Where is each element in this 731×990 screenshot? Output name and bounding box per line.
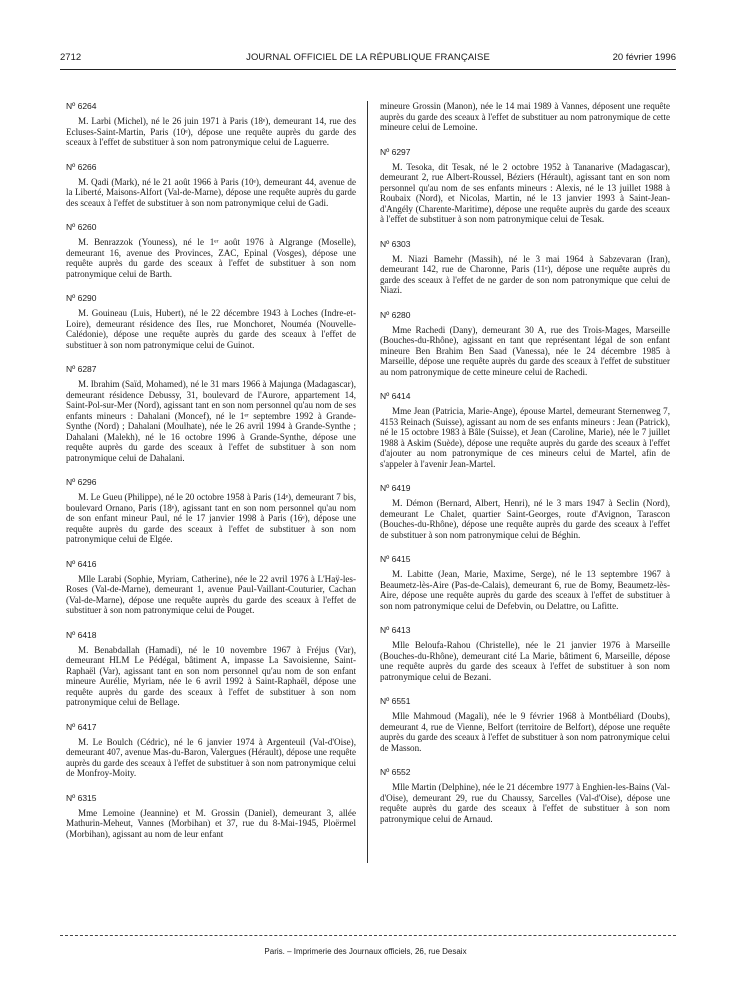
notice-entry — [380, 483, 670, 540]
notice-number: Nº 6315 — [66, 792, 97, 803]
notice-number: Nº 6413 — [380, 625, 411, 635]
notice-entry — [380, 391, 670, 469]
page-header — [60, 52, 676, 66]
notice-entry — [66, 793, 356, 840]
notice-text: M. Ibrahim (Saïd, Mohamed), né le 31 mars 1966 à Majunga (Madagascar), demeurant résidence Debussy, 31, boulevard de l'Aurore, appartement 14, Saint-Pol-sur-Mer (Nord), agissant tant en son nom personnel qu'au nom de ses enfants mineurs : Dahalani (Moncef), né le 1ᵉʳ septembre 1992 à Grande-Synthe (Nord) ; Dahalani (Moulhate), née le 26 avril 1994 à Grande-Synthe ; Dahalani (Malekh), né le 16 octobre 1996 à Grande-Synthe, dépose une requête auprès du garde des sceaux à l'effet de substituer à son nom patronymique celui de Dahalani. — [66, 379, 356, 463]
notice-text: Mme Jean (Patricia, Marie-Ange), épouse Martel, demeurant Sternenweg 7, 4153 Reinach (Suisse), agissant au nom de ses enfants mineurs : Jean (Patrick), né le 15 octobre 1983 à Bâle (Suisse), et Jean (Caroline, Marie), née le 7 juillet 1988 à Askim (Suède), dépose une requête auprès du garde des sceaux à l'effet d'ajouter au nom patronymique de ces mineurs celui de Martel, afin de s'appeler à l'avenir Jean-Martel. — [380, 406, 670, 469]
notice-entry — [380, 554, 670, 611]
notice-number: Nº 6264 — [66, 101, 97, 111]
page-number: 2712 — [60, 52, 82, 63]
notice-text: M. Le Boulch (Cédric), né le 6 janvier 1974 à Argenteuil (Val-d'Oise), demeurant 407, avenue Mas-du-Baron, Valergues (Hérault), dépose une requête auprès du garde des sceaux à l'effet de substituer à son nom patronymique celui de Monfroy-Moity. — [66, 736, 356, 778]
notice-entry — [66, 101, 356, 148]
notice-number: Nº 6418 — [66, 629, 97, 640]
notice-number: Nº 6287 — [66, 364, 97, 374]
notice-number: Nº 6552 — [380, 767, 411, 777]
journal-title: JOURNAL OFFICIEL DE LA RÉPUBLIQUE FRANÇAISE — [246, 52, 490, 63]
notice-text: M. Tesoka, dit Tesak, né le 2 octobre 1952 à Tananarive (Madagascar), demeurant 2, rue Albert-Roussel, Béziers (Hérault), agissant tant en son nom personnel qu'au nom de ses enfants mineurs : Alexis, né le 13 juillet 1988 à Roubaix (Nord), et Nicolas, Martin, né le 13 janvier 1993 à Saint-Jean-d'Angély (Charente-Maritime), dépose une requête auprès du garde des sceaux à l'effet de substituer à son nom patronymique celui de Tesak. — [380, 161, 670, 224]
notice-text: M. Niazi Bamehr (Massih), né le 3 mai 1964 à Sabzevaran (Iran), demeurant 142, rue de Charonne, Paris (11ᵉ), dépose une requête auprès du garde des sceaux à l'effet de ne garder de son nom patronymique que celui de Niazi. — [380, 253, 670, 295]
notice-number: Nº 6260 — [66, 222, 97, 232]
left-column — [66, 101, 356, 853]
notice-entry — [380, 147, 670, 225]
notice-number: Nº 6551 — [380, 696, 411, 706]
notice-text: M. Larbi (Michel), né le 26 juin 1971 à Paris (18ᵉ), demeurant 14, rue des Ecluses-Saint-Martin, Paris (10ᵉ), dépose une requête auprès du garde des sceaux à l'effet de substituer à son nom patronymique celui de Laguerre. — [66, 116, 356, 147]
notice-number: Nº 6416 — [66, 558, 97, 569]
notice-number: Nº 6266 — [66, 161, 97, 172]
notice-text: Mlle Larabi (Sophie, Myriam, Catherine), née le 22 avril 1976 à L'Haÿ-les-Roses (Val-de-Marne), demeurant 1, avenue Paul-Vaillant-Couturier, Cachan (Val-de-Marne), dépose une requête auprès du garde des sceaux à l'effet de substituer à son nom patronymique celui de Pouget. — [66, 573, 356, 615]
notice-entry — [66, 293, 356, 350]
notice-entry — [66, 477, 356, 545]
notice-text: M. Le Gueu (Philippe), né le 20 octobre 1958 à Paris (14ᵉ), demeurant 7 bis, boulevard Ornano, Paris (18ᵉ), agissant tant en son nom personnel qu'au nom de son enfant mineur Paul, né le 17 janvier 1998 à Paris (16ᵉ), dépose une requête auprès du garde des sceaux à l'effet de substituer à son nom patronymique celui de Elgée. — [66, 492, 356, 544]
notice-text: M. Benabdallah (Hamadi), né le 10 novembre 1967 à Fréjus (Var), demeurant HLM Le Pédégal, bâtiment A, impasse La Savoisienne, Saint-Raphaël (Var), agissant tant en son nom personnel qu'au nom de son enfant mineure Aurélie, Myriam, née le 6 avril 1992 à Saint-Raphaël, dépose une requête auprès du garde des sceaux à l'effet de substituer à son nom patronymique celui de Bellage. — [66, 644, 356, 707]
notice-number: Nº 6419 — [380, 483, 411, 493]
right-column — [380, 101, 670, 838]
notice-entry — [66, 222, 356, 279]
notice-entry — [66, 722, 356, 779]
notice-text: M. Démon (Bernard, Albert, Henri), né le 3 mars 1947 à Seclin (Nord), demeurant Le Chalet, quartier Saint-Georges, route d'Avignon, Tarascon (Bouches-du-Rhône), dépose une requête auprès du garde des sceaux à l'effet de substituer à son nom patronymique celui de Béghin. — [380, 498, 670, 540]
notice-number: Nº 6290 — [66, 293, 97, 303]
notice-entry — [66, 559, 356, 616]
header-divider — [60, 69, 676, 70]
notice-text: M. Benrazzok (Youness), né le 1ᵉʳ août 1976 à Algrange (Moselle), demeurant 16, avenue des Provinces, ZAC, Epinal (Vosges), dépose une requête auprès du garde des sceaux à l'effet de substituer à son nom patronymique celui de Barth. — [66, 237, 356, 279]
notice-text: Mlle Beloufa-Rahou (Christelle), née le 21 janvier 1976 à Marseille (Bouches-du-Rhône), demeurant cité La Marie, bâtiment 6, Marseille, dépose une requête auprès du garde des sceaux à l'effet de substituer à son nom patronymique celui de Bezani. — [380, 640, 670, 682]
notice-text: M. Qadi (Mark), né le 21 août 1966 à Paris (10ᵉ), demeurant 44, avenue de la Liberté, Maisons-Alfort (Val-de-Marne), dépose une requête auprès du garde des sceaux à l'effet de substituer à son nom patronymique celui de Gadi. — [66, 176, 356, 208]
notice-entry — [380, 239, 670, 296]
column-divider — [367, 101, 368, 863]
notice-entry — [380, 101, 670, 133]
notice-entry — [66, 364, 356, 463]
notice-entry — [380, 625, 670, 682]
notice-number: Nº 6415 — [380, 554, 411, 564]
footer-divider — [60, 935, 676, 936]
notice-entry — [66, 630, 356, 708]
notice-entry — [380, 310, 670, 378]
notice-number: Nº 6296 — [66, 477, 97, 487]
notice-text: Mlle Martin (Delphine), née le 21 décembre 1977 à Enghien-les-Bains (Val-d'Oise), demeurant 29, rue du Chaussy, Sarcelles (Val-d'Oise), dépose une requête auprès du garde des sceaux à l'effet de substituer à son nom patronymique celui de Arnaud. — [380, 782, 670, 824]
notice-number: Nº 6417 — [66, 721, 97, 732]
notice-entry — [380, 696, 670, 753]
notice-text: Mme Rachedi (Dany), demeurant 30 A, rue des Trois-Mages, Marseille (Bouches-du-Rhône), agissant en tant que représentant légal de son enfant mineure Ben Brahim Ben Saad (Vanessa), née le 24 décembre 1985 à Marseille, dépose une requête auprès du garde des sceaux à l'effet de substituer au nom patronymique de cette mineure celui de Rachedi. — [380, 324, 670, 377]
notice-number: Nº 6303 — [380, 238, 411, 249]
notice-text: M. Gouineau (Luis, Hubert), né le 22 décembre 1943 à Loches (Indre-et-Loire), demeurant résidence des Iles, rue Monchoret, Nouméa (Nouvelle-Calédonie), dépose une requête auprès du garde des sceaux à l'effet de substituer à son nom patronymique celui de Guinot. — [66, 308, 356, 350]
notice-text: M. Labitte (Jean, Marie, Maxime, Serge), né le 13 septembre 1967 à Beaumetz-lès-Aire (Pas-de-Calais), demeurant 6, rue de Bomy, Beaumetz-lès-Aire, dépose une requête auprès du garde des sceaux à l'effet de substituer à son nom patronymique celui de Defebvin, ou Delattre, ou Lafitte. — [380, 569, 670, 611]
notice-number: Nº 6280 — [380, 309, 411, 320]
notice-entry — [380, 767, 670, 824]
notice-number: Nº 6297 — [380, 146, 411, 157]
notice-text: Mme Lemoine (Jeannine) et M. Grossin (Daniel), demeurant 3, allée Mathurin-Meheut, Vannes (Morbihan) et 37, rue du 8-Mai-1945, Ploërmel (Morbihan), agissant au nom de leur enfant — [66, 807, 356, 839]
notice-number: Nº 6414 — [380, 391, 411, 401]
notice-text: Mlle Mahmoud (Magali), née le 9 février 1968 à Montbéliard (Doubs), demeurant 4, rue de Vienne, Belfort (territoire de Belfort), dépose une requête auprès du garde des sceaux à l'effet de substituer à son nom patronymique celui de Masson. — [380, 711, 670, 753]
printer-footer: Paris. – Imprimerie des Journaux officiels, 26, rue Desaix — [264, 947, 467, 956]
issue-date: 20 février 1996 — [612, 52, 676, 63]
notice-text: mineure Grossin (Manon), née le 14 mai 1989 à Vannes, déposent une requête auprès du garde des sceaux à l'effet de substituer au nom patronymique de cette mineure celui de Lemoine. — [380, 101, 670, 132]
notice-entry — [66, 162, 356, 209]
